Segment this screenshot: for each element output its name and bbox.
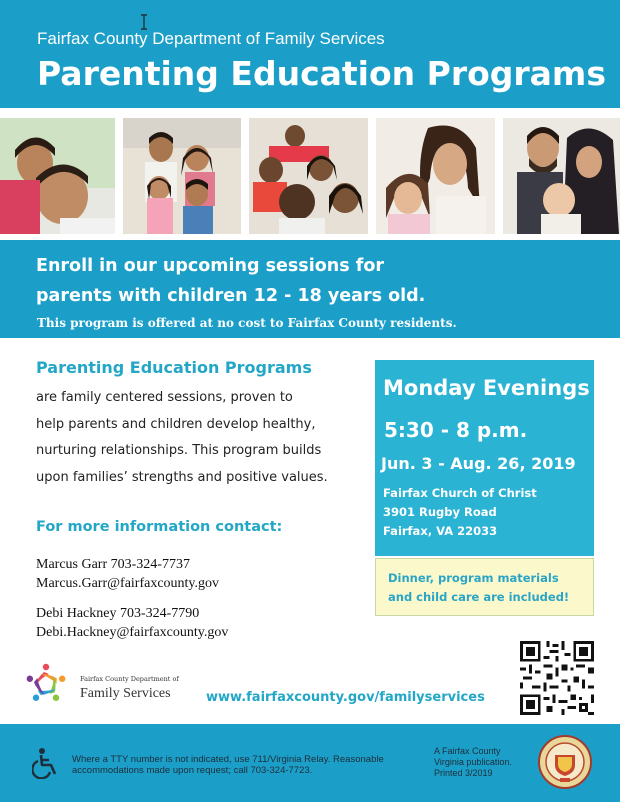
website-link[interactable]: www.fairfaxcounty.gov/familyservices bbox=[206, 690, 485, 705]
family-of-four-photo bbox=[123, 118, 241, 234]
photo-strip bbox=[0, 108, 620, 240]
program-heading: Parenting Education Programs bbox=[36, 358, 312, 377]
county-seal-icon bbox=[538, 735, 592, 789]
qr-code-icon bbox=[520, 641, 594, 715]
included-line-1: Dinner, program materials bbox=[388, 571, 559, 585]
contact-name-phone: Debi Hackney 703-324-7790 bbox=[36, 606, 200, 621]
contact-email-link[interactable]: Marcus.Garr@fairfaxcounty.gov bbox=[36, 576, 220, 591]
family-services-logo-icon bbox=[22, 660, 70, 708]
contact-email-link[interactable]: Debi.Hackney@fairfaxcounty.gov bbox=[36, 625, 229, 640]
publication-line: Virginia publication. bbox=[434, 757, 512, 767]
footer-banner bbox=[0, 724, 620, 802]
family-pile-photo bbox=[249, 118, 368, 234]
tty-notice: Where a TTY number is not indicated, use 711/Virginia Relay. Reasonable accommodations made upon request; call 703-324-7723. bbox=[72, 754, 384, 776]
text-cursor-icon bbox=[140, 14, 148, 30]
department-name: Fairfax County Department of Family Services bbox=[37, 29, 385, 48]
publication-note bbox=[434, 746, 534, 779]
mother-daughter-photo bbox=[376, 118, 495, 234]
included-line-2: and child care are included! bbox=[388, 590, 570, 604]
publication-line: Printed 3/2019 bbox=[434, 768, 493, 778]
no-cost-note: This program is offered at no cost to Fairfax County residents. bbox=[37, 316, 457, 330]
program-line: nurturing relationships. This program builds bbox=[36, 443, 322, 458]
contact-heading: For more information contact: bbox=[36, 519, 283, 535]
program-line: are family centered sessions, proven to bbox=[36, 390, 293, 405]
schedule-day: Monday Evenings bbox=[383, 376, 590, 400]
family-services-logo bbox=[22, 660, 222, 710]
program-line: help parents and children develop healthy, bbox=[36, 416, 316, 432]
included-note bbox=[375, 558, 594, 616]
logo-small-text: Fairfax County Department of bbox=[80, 675, 179, 683]
parents-baby-photo bbox=[503, 118, 620, 234]
publication-line: A Fairfax County bbox=[434, 746, 501, 756]
enroll-line-2: parents with children 12 - 18 years old. bbox=[36, 286, 426, 306]
schedule-dates: Jun. 3 - Aug. 26, 2019 bbox=[381, 454, 576, 473]
location-name: Fairfax Church of Christ bbox=[383, 486, 537, 500]
contact-name-phone: Marcus Garr 703-324-7737 bbox=[36, 557, 190, 572]
program-line: upon families’ strengths and positive values. bbox=[36, 469, 328, 485]
location-city: Fairfax, VA 22033 bbox=[383, 524, 498, 538]
page-title: Parenting Education Programs bbox=[37, 54, 606, 93]
schedule-panel bbox=[375, 360, 594, 556]
enroll-banner bbox=[0, 240, 620, 338]
header-banner bbox=[0, 0, 620, 108]
enroll-line-1: Enroll in our upcoming sessions for bbox=[36, 256, 384, 276]
logo-big-text: Family Services bbox=[80, 686, 171, 701]
location-street: 3901 Rugby Road bbox=[383, 505, 497, 519]
schedule-time: 5:30 - 8 p.m. bbox=[384, 418, 528, 442]
contact-marcus bbox=[36, 555, 219, 593]
wheelchair-accessibility-icon bbox=[32, 747, 60, 779]
contact-debi bbox=[36, 604, 228, 642]
father-son-photo bbox=[0, 118, 115, 234]
program-description bbox=[36, 385, 356, 491]
